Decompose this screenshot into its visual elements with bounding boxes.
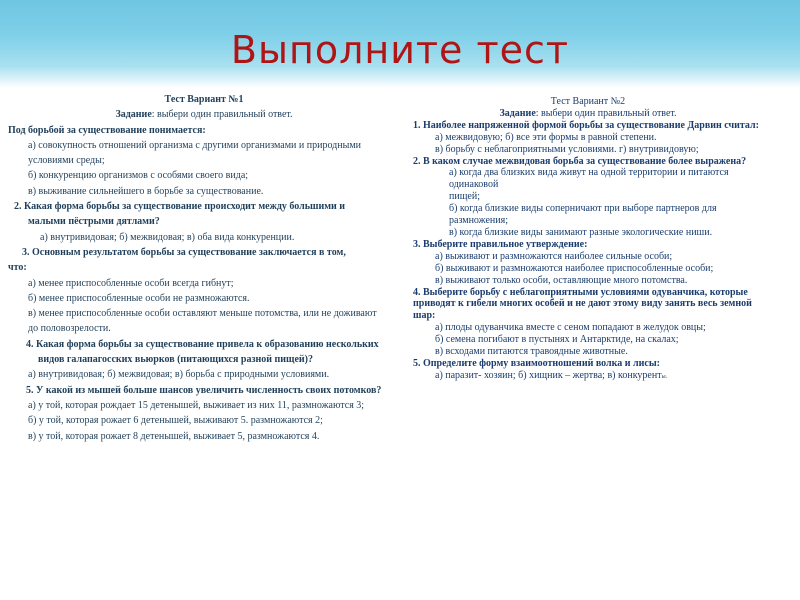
question-3-cont: что:: [8, 262, 27, 274]
question-1-option-c: в) выживание сильнейшего в борьбе за существование.: [28, 185, 264, 197]
question-3-option-c-cont: до половозрелости.: [28, 323, 111, 335]
question-1: Под борьбой за существование понимается:: [8, 124, 206, 136]
task-label: Задание: [115, 109, 152, 121]
question-1-option-a-cont: условиями среды;: [28, 155, 105, 167]
question-2-option-a-cont: пищей;: [449, 191, 480, 203]
question-5-options: [413, 370, 763, 384]
task-label: Задание: [499, 107, 536, 119]
question-2-option-c: в) когда близкие виды занимают разные экологические ниши.: [449, 226, 713, 238]
question-5-option-b: б) у той, которая рожает 6 детенышей, выживают 5. размножаются 2;: [28, 415, 323, 427]
question-3-option-a: а) менее приспособленные особи всегда гибнут;: [28, 277, 234, 289]
question-2-option-b: б) когда близкие виды соперничают при выборе партнеров для размножения;: [449, 203, 717, 227]
question-2-option-a: а) когда два близких вида живут на одной территории и питаются одинаковой: [449, 167, 729, 191]
variant-1-header: Тест Вариант №1: [164, 94, 244, 105]
slide-title: Выполните тест: [230, 28, 570, 72]
question-5-option-c: в) у той, которая рожает 8 детенышей, выживает 5, размножаются 4.: [28, 430, 320, 442]
question-3-option-b: б) выживают и размножаются наиболее приспособленные особи;: [435, 262, 714, 274]
question-4-cont: видов галапагосских вьюрков (питающихся разной пищей)?: [38, 354, 313, 366]
question-1-option-a: а) совокупность отношений организма с другими организмами и природными: [28, 139, 361, 151]
question-5-options-text: а) паразит- хозяин; б) хищник – жертва; в) конкурент: [435, 369, 662, 381]
question-3-option-c: в) выживают только особи, оставляющие много потомства.: [435, 274, 688, 286]
variant-2-header: Тест Вариант №2: [550, 96, 626, 107]
task-text: : выбери один правильный ответ.: [535, 107, 677, 119]
question-3: 3. Выберите правильное утверждение:: [413, 238, 588, 250]
question-5: 5. У какой из мышей больше шансов увеличить численность своих потомков?: [26, 384, 382, 396]
question-3-option-b: б) менее приспособленные особи не размножаются.: [28, 292, 250, 304]
question-2-cont: малыми пёстрыми дятлами?: [28, 216, 160, 228]
question-1: 1. Наиболее напряженной формой борьбы за существование Дарвин считал:: [413, 119, 759, 131]
variant-2-column: [413, 96, 763, 384]
question-3-option-c: в) менее приспособленные особи оставляют меньше потомства, или не доживают: [28, 308, 377, 320]
question-3-option-a: а) выживают и размножаются наиболее сильные особи;: [435, 250, 673, 262]
question-1-options-cd: в) борьбу с неблагоприятными условиями. г) внутривидовую;: [435, 143, 699, 155]
variant-1-task: [8, 107, 400, 122]
question-4: 4. Какая форма борьбы за существование привела к образованию нескольких: [26, 338, 379, 350]
task-text: : выбери один правильный ответ.: [151, 109, 293, 121]
question-4-options: а) внутривидовая; б) межвидовая; в) борьба с природными условиями.: [28, 369, 330, 381]
question-4-option-c: в) всходами питаются травоядные животные.: [435, 346, 628, 358]
variant-2-task: [413, 108, 763, 120]
question-1-options-ab: а) межвидовую; б) все эти формы в равной степени.: [435, 131, 657, 143]
question-1-option-b: б) конкуренцию организмов с особями своего вида;: [28, 170, 249, 182]
question-2: 2. Какая форма борьбы за существование происходит между большими и: [14, 201, 346, 213]
question-4: 4. Выберите борьбу с неблагоприятными условиями одуванчика, которые приводят к гибели многих особей и не дают этому виду занять весь земной шар:: [413, 286, 752, 322]
question-2: 2. В каком случае межвидовая борьба за существование более выражена?: [413, 155, 747, 167]
question-4-option-a: а) плоды одуванчика вместе с сеном попадают в желудок овцы;: [435, 322, 706, 334]
question-5-option-a: а) у той, которая рождает 15 детенышей, выживает из них 11, размножаются 3;: [28, 399, 365, 411]
question-5: 5. Определите форму взаимоотношений волка и лисы:: [413, 357, 660, 369]
question-3: 3. Основным результатом борьбы за существование заключается в том,: [22, 246, 346, 258]
question-2-options: а) внутривидовая; б) межвидовая; в) оба вида конкуренции.: [40, 231, 295, 243]
question-4-option-b: б) семена погибают в пустынях и Антарктиде, на скалах;: [435, 334, 679, 346]
variant-1-column: [8, 92, 400, 444]
question-5-options-tail: ы.: [661, 373, 668, 380]
